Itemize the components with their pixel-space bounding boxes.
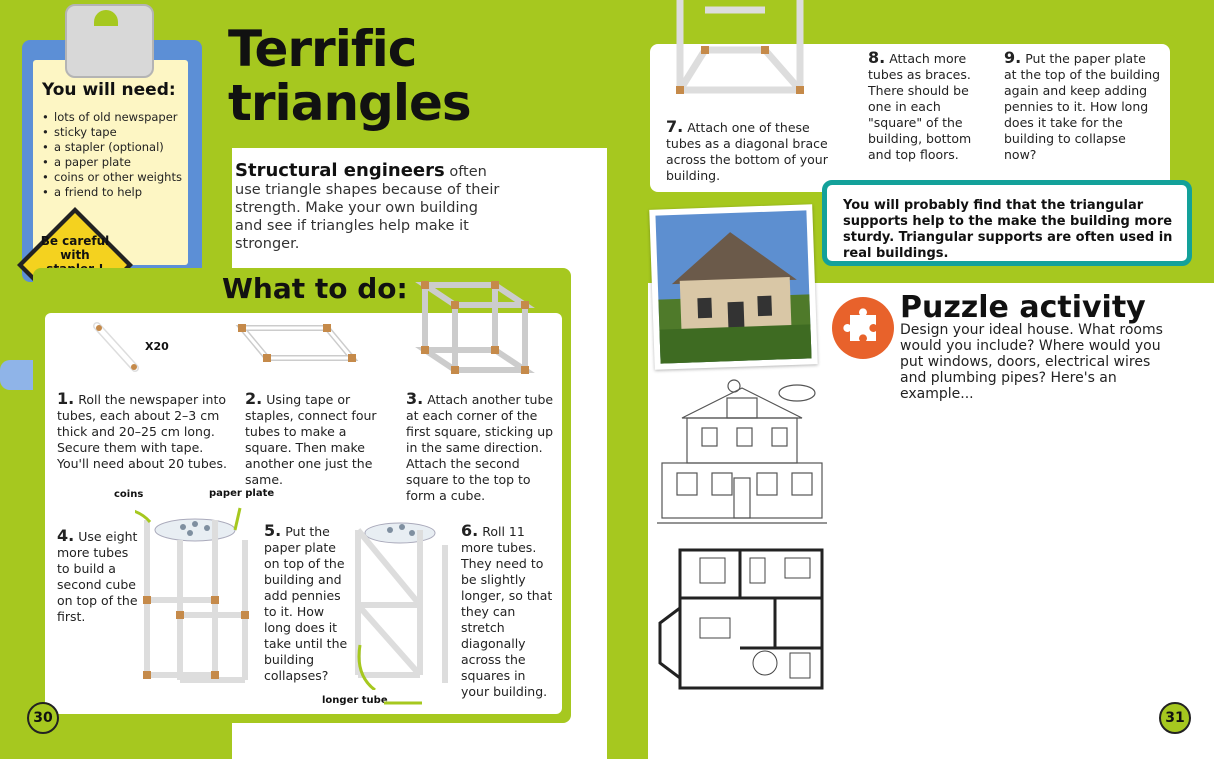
- puzzle-piece-icon: [832, 297, 894, 359]
- materials-list: [54, 110, 182, 200]
- step-text: Attach one of these tubes as a diagonal brace across the bottom of your building.: [666, 120, 828, 183]
- step-number: 5.: [264, 521, 282, 540]
- step-number: 4.: [57, 526, 75, 545]
- step-number: 9.: [1004, 48, 1022, 67]
- list-item: • lots of old newspaper: [54, 110, 182, 125]
- list-item: • a stapler (optional): [54, 140, 182, 155]
- tower-illustration: [135, 500, 255, 685]
- intro-text: [235, 162, 505, 253]
- stapler-warning: Be careful with: [40, 234, 110, 262]
- house-photo: [649, 204, 817, 370]
- step-number: 8.: [868, 48, 886, 67]
- floor-plan-drawing: [655, 548, 827, 690]
- step-number: 2.: [245, 389, 263, 408]
- step-text: Put the paper plate at the top of the building again and keep adding pennies to it. How long does it take for the building to collapse now?: [1004, 51, 1161, 162]
- step-text: Roll 11 more tubes. They need to be slightly longer, so that they can stretch diagonally across the squares in your building.: [461, 524, 553, 699]
- step-2: [245, 391, 395, 488]
- puzzle-title: Puzzle activity: [900, 290, 1146, 325]
- step-number: 1.: [57, 389, 75, 408]
- list-item: • sticky tape: [54, 125, 182, 140]
- step-text: Attach more tubes as braces. There should be one in each "square" of the building, bottom and top floors.: [868, 51, 972, 162]
- x20-label: X20: [145, 340, 169, 353]
- step-5: [264, 523, 349, 684]
- list-item: • a friend to help: [54, 185, 182, 200]
- square-illustration: [232, 318, 362, 368]
- step-4: [57, 528, 142, 625]
- page-title: [228, 22, 471, 130]
- step-7: [666, 119, 846, 184]
- step-1: [57, 391, 232, 472]
- list-item: • coins or other weights: [54, 170, 182, 185]
- intro-body: often use triangle shapes because of their strength. Make your own building and see if triangles help make it stronger.: [235, 164, 500, 252]
- step-text: Roll the newspaper into tubes, each about 2–3 cm thick and 20–25 cm long. Secure them with tape. You'll need about 20 tubes.: [57, 392, 227, 471]
- step-text: Use eight more tubes to build a second cube on top of the first.: [57, 529, 138, 624]
- braced-cube-illustration: [665, 0, 825, 108]
- intro-bold: Structural engineers: [235, 160, 445, 181]
- braced-tower-illustration: [350, 505, 455, 690]
- cube-illustration: [415, 270, 535, 385]
- page-number-left: 30: [27, 702, 59, 734]
- arrow-icon: [384, 698, 424, 708]
- what-to-do-heading: What to do:: [222, 272, 408, 305]
- step-3: [406, 391, 556, 504]
- puzzle-text: Design your ideal house. What rooms would you include? Where would you put windows, doors, electrical wires and plumbing pipes? Here's an example...: [900, 322, 1163, 402]
- paper-plate-label: paper plate: [209, 488, 275, 499]
- step-number: 3.: [406, 389, 424, 408]
- page-number-right: 31: [1159, 702, 1191, 734]
- step-9: [1004, 50, 1162, 163]
- title-line-1: Terrific: [228, 20, 417, 78]
- note-text: You will probably find that the triangular supports help to the make the building more sturdy. Triangular supports are often used in real buildings.: [843, 198, 1173, 261]
- you-will-need-title: You will need:: [42, 80, 176, 100]
- step-8: [868, 50, 988, 163]
- coins-label: coins: [114, 489, 144, 500]
- title-line-2: triangles: [228, 74, 471, 132]
- step-6: [461, 523, 553, 700]
- house-drawing: [652, 378, 827, 528]
- step-text: Attach another tube at each corner of the first square, sticking up in the same direction. Attach the second square to the top to form a cube.: [406, 392, 554, 503]
- step-number: 6.: [461, 521, 479, 540]
- list-item: • a paper plate: [54, 155, 182, 170]
- step-number: 7.: [666, 117, 684, 136]
- longer-tube-label: longer tube: [322, 695, 388, 706]
- step-text: Put the paper plate on top of the building and add pennies to it. How long does it take until the building collapses?: [264, 524, 348, 683]
- step-text: Using tape or staples, connect four tubes to make a square. Then make another one just the same.: [245, 392, 377, 487]
